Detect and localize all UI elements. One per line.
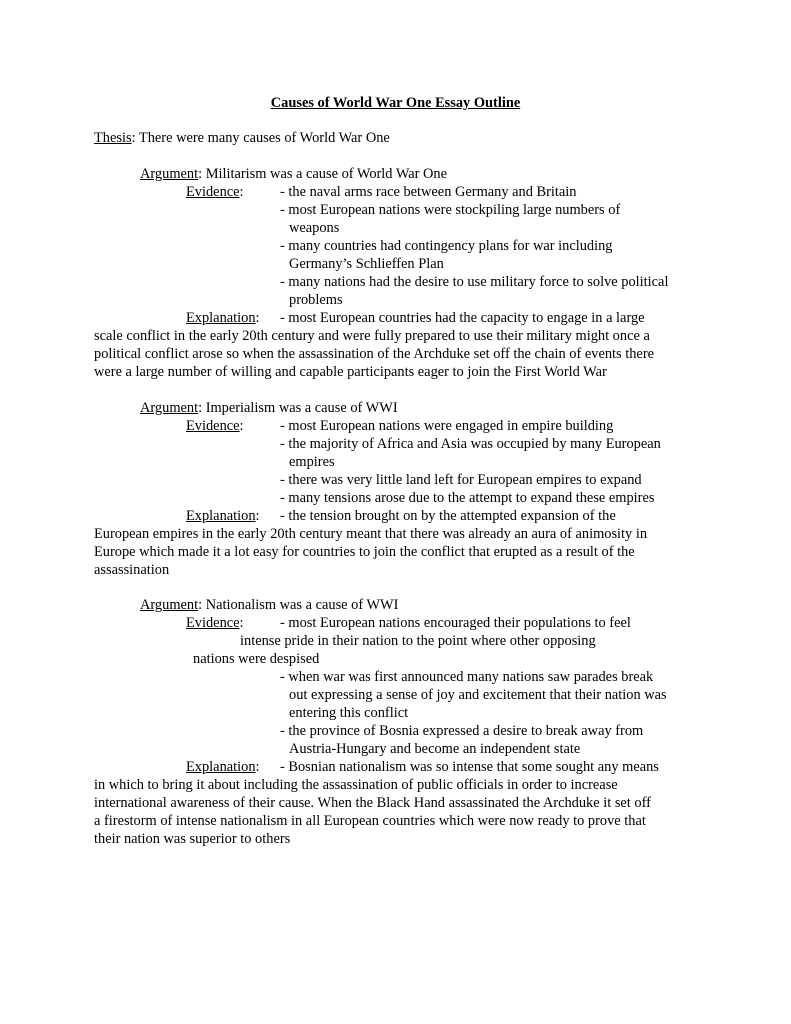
evidence-heading [186, 614, 244, 632]
explanation-line: European empires in the early 20th century meant that there was already an aura of animosity in [94, 526, 648, 542]
explanation-heading [186, 507, 260, 525]
argument-nationalism [140, 596, 398, 614]
evidence-label: Evidence [186, 418, 240, 434]
evidence-colon: : [239, 418, 244, 434]
evidence-colon: : [239, 615, 244, 631]
evidence-line: - many nations had the desire to use military force to solve political [280, 274, 669, 290]
explanation-line: assassination [94, 562, 170, 578]
explanation-line: international awareness of their cause. When the Black Hand assassinated the Archduke it set off [94, 795, 651, 811]
explanation-line: their nation was superior to others [94, 831, 291, 847]
explanation-colon: : [255, 508, 260, 524]
thesis-label: Thesis [94, 130, 132, 146]
evidence-heading [186, 417, 244, 435]
argument-label: Argument [140, 597, 199, 613]
argument-text: : Imperialism was a cause of WWI [198, 400, 398, 416]
explanation-colon: : [255, 759, 260, 775]
evidence-line: - most European nations were engaged in empire building [280, 418, 614, 434]
explanation-heading [186, 758, 260, 776]
argument-text: : Militarism was a cause of World War One [198, 166, 448, 182]
explanation-label: Explanation [186, 310, 256, 326]
evidence-line: out expressing a sense of joy and excitement that their nation was [289, 687, 667, 703]
evidence-line: - the province of Bosnia expressed a desire to break away from [280, 723, 644, 739]
explanation-line: scale conflict in the early 20th century and were fully prepared to use their military might once a [94, 328, 650, 344]
evidence-line: problems [289, 292, 343, 308]
evidence-line: - the naval arms race between Germany and Britain [280, 184, 577, 200]
evidence-line: weapons [289, 220, 340, 236]
argument-imperialism [140, 399, 398, 417]
explanation-line: political conflict arose so when the assassination of the Archduke set off the chain of events there [94, 346, 654, 362]
evidence-line: - when war was first announced many nations saw parades break [280, 669, 654, 685]
evidence-line: - many countries had contingency plans for war including [280, 238, 613, 254]
explanation-line: a firestorm of intense nationalism in all European countries which were now ready to prove that [94, 813, 646, 829]
explanation-label: Explanation [186, 759, 256, 775]
evidence-label: Evidence [186, 615, 240, 631]
page-title: Causes of World War One Essay Outline [270, 95, 521, 111]
evidence-label: Evidence [186, 184, 240, 200]
explanation-line: Europe which made it a lot easy for countries to join the conflict that erupted as a result of the [94, 544, 635, 560]
evidence-line: nations were despised [193, 651, 320, 667]
evidence-line: - the majority of Africa and Asia was occupied by many European [280, 436, 661, 452]
evidence-colon: : [239, 184, 244, 200]
evidence-line: - most European nations encouraged their populations to feel [280, 615, 631, 631]
argument-label: Argument [140, 400, 199, 416]
explanation-heading [186, 309, 260, 327]
thesis-line [94, 129, 390, 147]
explanation-line: - the tension brought on by the attempted expansion of the [280, 508, 616, 524]
evidence-heading [186, 183, 244, 201]
thesis-text: : There were many causes of World War One [131, 130, 390, 146]
explanation-label: Explanation [186, 508, 256, 524]
explanation-line: - most European countries had the capacity to engage in a large [280, 310, 645, 326]
explanation-line: were a large number of willing and capable participants eager to join the First World War [94, 364, 607, 380]
evidence-line: entering this conflict [289, 705, 409, 721]
evidence-line: empires [289, 454, 335, 470]
evidence-line: - most European nations were stockpiling large numbers of [280, 202, 621, 218]
evidence-line: - many tensions arose due to the attempt to expand these empires [280, 490, 655, 506]
explanation-line: - Bosnian nationalism was so intense that some sought any means [280, 759, 659, 775]
evidence-line: intense pride in their nation to the point where other opposing [240, 633, 596, 649]
explanation-colon: : [255, 310, 260, 326]
evidence-line: - there was very little land left for European empires to expand [280, 472, 642, 488]
evidence-line: Germany’s Schlieffen Plan [289, 256, 444, 272]
argument-militarism [140, 165, 447, 183]
explanation-line: in which to bring it about including the assassination of public officials in order to increase [94, 777, 618, 793]
argument-label: Argument [140, 166, 199, 182]
evidence-line: Austria-Hungary and become an independent state [289, 741, 581, 757]
argument-text: : Nationalism was a cause of WWI [198, 597, 399, 613]
